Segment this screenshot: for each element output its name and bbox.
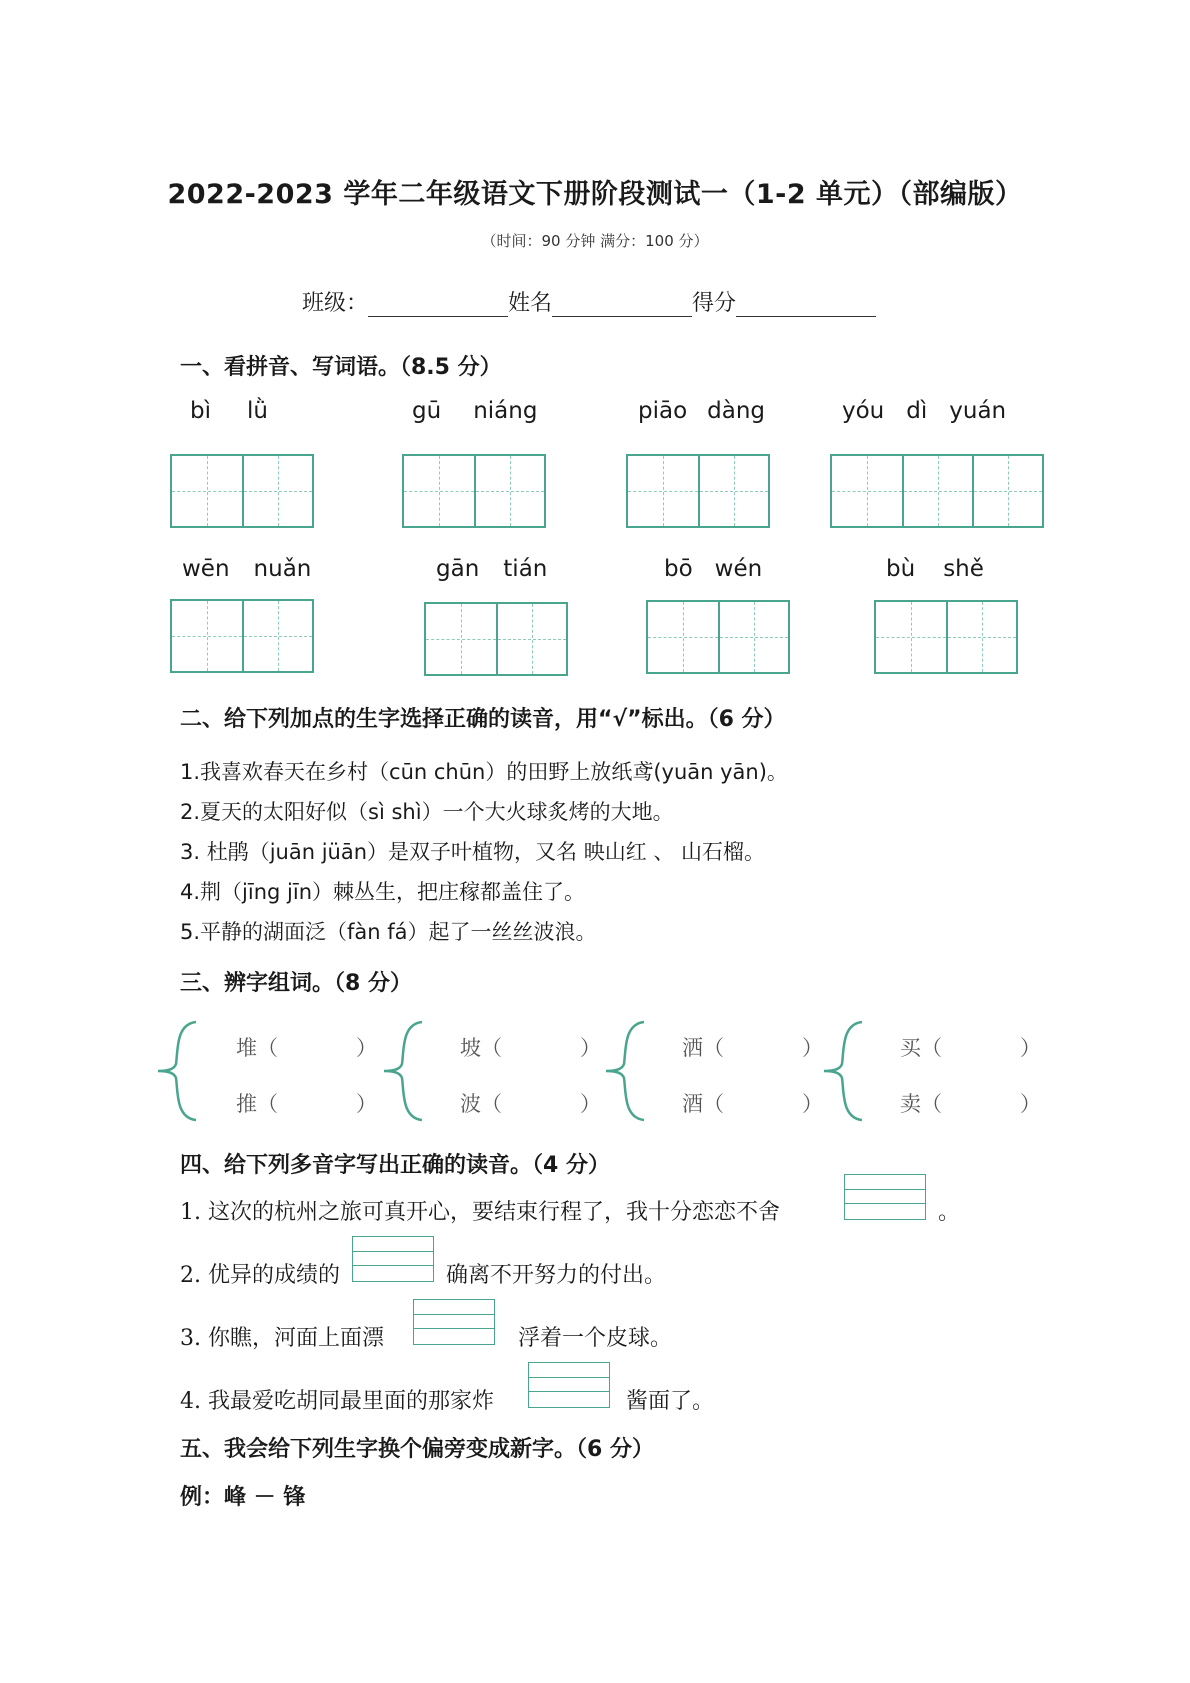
pinyin-syllable: yóu: [842, 398, 885, 424]
score-blank[interactable]: [736, 294, 876, 317]
pinyin-syllable: shě: [943, 556, 984, 582]
pinyin-word: [436, 556, 547, 582]
pinyin-syllable: bō: [664, 556, 693, 582]
pinyin-syllable: piāo: [638, 398, 688, 424]
pinyin-word: [886, 556, 984, 582]
question-item-before: 4. 我最爱吃胡同最里面的那家炸: [180, 1389, 494, 1414]
section1-heading: 一、看拼音、写词语。（8.5 分）: [180, 355, 502, 380]
question-item-before: 1. 这次的杭州之旅可真开心，要结束行程了，我十分恋恋不舍: [180, 1200, 780, 1225]
page-subtitle: （时间：90 分钟 满分：100 分）: [481, 232, 709, 250]
writing-grid[interactable]: [626, 454, 770, 528]
writing-grid[interactable]: [874, 600, 1018, 674]
pinyin-word: [412, 398, 537, 424]
writing-grid[interactable]: [830, 454, 1044, 528]
question-item: 5.平静的湖面泛（fàn fá）起了一丝丝波浪。: [180, 920, 597, 944]
pinyin-syllable: lǜ: [247, 398, 268, 424]
zuci-bottom: 推（: [236, 1092, 278, 1116]
class-label: 班级：: [302, 291, 369, 316]
zuci-top: 坡（: [460, 1036, 502, 1060]
question-item-before: 3. 你瞧，河面上面漂: [180, 1326, 384, 1351]
close-paren: ）: [580, 1036, 601, 1060]
brace-icon: [156, 1020, 200, 1122]
pinyin-word: [190, 398, 268, 424]
question-item: 3. 杜鹃（juān jüān）是双子叶植物，又名 映山红 、 山石榴。: [180, 840, 766, 864]
pinyin-syllable: nuǎn: [253, 556, 312, 582]
close-paren: ）: [802, 1036, 823, 1060]
pinyin-answer-box[interactable]: [352, 1236, 434, 1282]
question-item-before: 2. 优异的成绩的: [180, 1263, 340, 1288]
pinyin-syllable: wēn: [182, 556, 230, 582]
zuci-top: 洒（: [682, 1036, 724, 1060]
pinyin-syllable: yuán: [949, 398, 1007, 424]
question-item: 1.我喜欢春天在乡村（cūn chūn）的田野上放纸鸢(yuān yān)。: [180, 760, 788, 784]
pinyin-answer-box[interactable]: [528, 1362, 610, 1408]
pinyin-word: [842, 398, 1006, 424]
pinyin-syllable: tián: [503, 556, 548, 582]
close-paren: ）: [356, 1036, 377, 1060]
example-line: 例：峰 － 锋: [180, 1485, 306, 1510]
pinyin-syllable: bì: [190, 398, 211, 424]
zuci-top: 买（: [900, 1036, 942, 1060]
class-blank[interactable]: [368, 294, 508, 317]
question-item-after: 。: [938, 1200, 961, 1225]
writing-grid[interactable]: [402, 454, 546, 528]
pinyin-syllable: bù: [886, 556, 916, 582]
pinyin-answer-box[interactable]: [413, 1299, 495, 1345]
question-item-after: 酱面了。: [626, 1389, 715, 1414]
question-item: 2.夏天的太阳好似（sì shì）一个大火球炙烤的大地。: [180, 800, 674, 824]
close-paren: ）: [802, 1092, 823, 1116]
close-paren: ）: [1020, 1092, 1041, 1116]
pinyin-syllable: gān: [436, 556, 480, 582]
zuci-top: 堆（: [236, 1036, 278, 1060]
question-item-after: 浮着一个皮球。: [518, 1326, 673, 1351]
writing-grid[interactable]: [424, 602, 568, 676]
page-title: 2022-2023 学年二年级语文下册阶段测试一（1-2 单元）（部编版）: [167, 179, 1023, 210]
pinyin-answer-box[interactable]: [844, 1174, 926, 1220]
brace-icon: [382, 1020, 426, 1122]
section2-heading: 二、给下列加点的生字选择正确的读音，用“√”标出。（6 分）: [180, 707, 786, 732]
pinyin-syllable: niáng: [473, 398, 538, 424]
pinyin-syllable: wén: [714, 556, 763, 582]
pinyin-word: [182, 556, 311, 582]
writing-grid[interactable]: [646, 600, 790, 674]
pinyin-word: [664, 556, 762, 582]
brace-icon: [604, 1020, 648, 1122]
zuci-bottom: 波（: [460, 1092, 502, 1116]
writing-grid[interactable]: [170, 454, 314, 528]
question-item-after: 确离不开努力的付出。: [446, 1263, 667, 1288]
name-blank[interactable]: [552, 294, 692, 317]
writing-grid[interactable]: [170, 599, 314, 673]
close-paren: ）: [1020, 1036, 1041, 1060]
pinyin-syllable: dì: [906, 398, 928, 424]
section3-heading: 三、辨字组词。（8 分）: [180, 971, 412, 996]
section5-heading: 五、我会给下列生字换个偏旁变成新字。（6 分）: [180, 1437, 654, 1462]
question-item: 4.荆（jīng jīn）棘丛生，把庄稼都盖住了。: [180, 880, 585, 904]
close-paren: ）: [356, 1092, 377, 1116]
pinyin-syllable: gū: [412, 398, 442, 424]
name-label: 姓名: [508, 291, 553, 316]
pinyin-word: [638, 398, 765, 424]
section4-heading: 四、给下列多音字写出正确的读音。（4 分）: [180, 1153, 610, 1178]
close-paren: ）: [580, 1092, 601, 1116]
zuci-bottom: 酒（: [682, 1092, 724, 1116]
score-label: 得分: [692, 291, 737, 316]
info-line: [302, 286, 876, 317]
zuci-bottom: 卖（: [900, 1092, 942, 1116]
brace-icon: [822, 1020, 866, 1122]
pinyin-syllable: dàng: [707, 398, 766, 424]
